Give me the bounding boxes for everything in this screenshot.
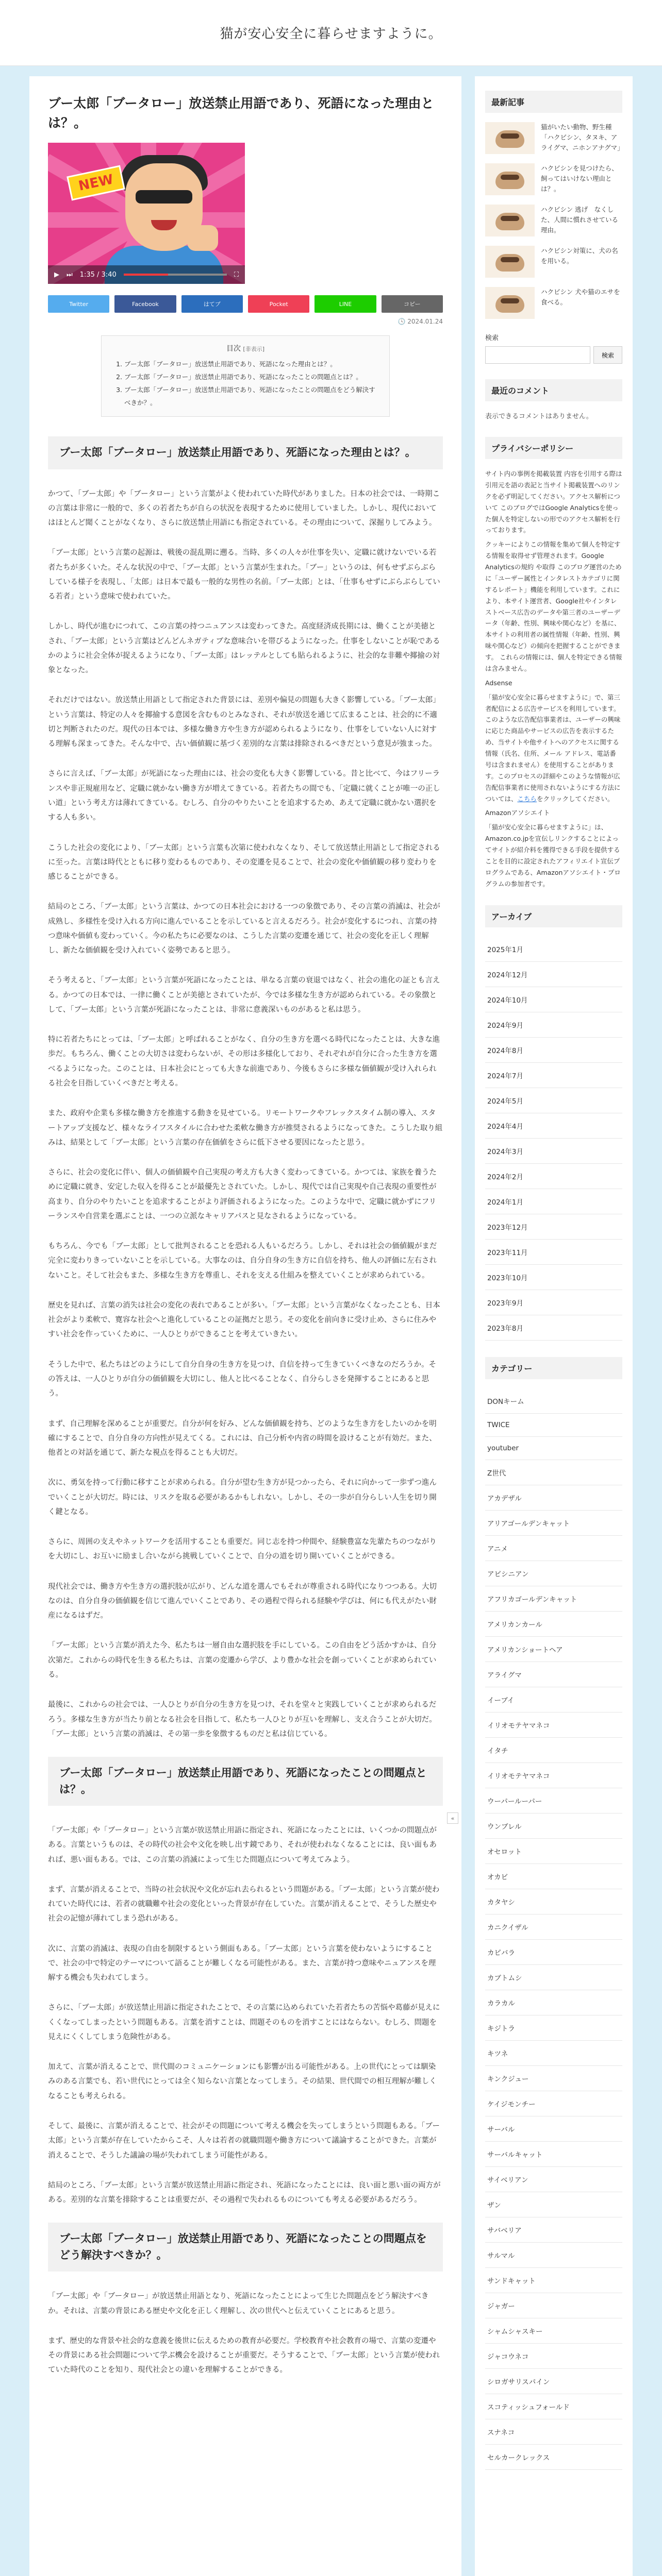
share-button-4[interactable] bbox=[315, 295, 376, 313]
category-item[interactable]: アライグマ bbox=[485, 1662, 622, 1687]
site-title[interactable]: 猫が安心安全に暮らせますように。 bbox=[220, 26, 442, 42]
article-paragraph: もちろん、今でも「ブー太郎」として批判されることを恐れる人もいるだろう。しかし、それは社会の価値観がまだ完全に変わりきっていないことを示している。大事なのは、自分自身の生き方に自信を持ち、他人の評価に左右されないこと。そして社会もまた、多様な生き方を尊重し、それを支える仕組みを整えていくことが求められている。 bbox=[48, 1242, 437, 1280]
share-button-2[interactable] bbox=[181, 295, 243, 313]
category-item[interactable]: サルマル bbox=[485, 2243, 622, 2268]
category-item[interactable]: スナネコ bbox=[485, 2419, 622, 2445]
category-item[interactable]: ウンブレル bbox=[485, 1814, 622, 1839]
archive-item[interactable]: 2025年1月 bbox=[485, 937, 622, 962]
eyecatch-image[interactable] bbox=[48, 143, 245, 284]
share-button-label: Twitter bbox=[69, 300, 89, 308]
article-paragraph: さらに言えば、「ブー太郎」が死語になった理由には、社会の変化も大きく影響している。昔と比べて、今はフリーランスや非正規雇用など、定職に就かない働き方が増えてきている。若者たちの間でも、「定職に就くことが唯一の正しい道」という考え方は薄れてきている。むしろ、自分のやりたいことを追求するため、あえて定職に就かない選択をする人も多い。 bbox=[48, 770, 440, 822]
category-item[interactable]: アビシニアン bbox=[485, 1561, 622, 1586]
category-title: カテゴリー bbox=[485, 1357, 622, 1379]
archive-item[interactable]: 2024年10月 bbox=[485, 987, 622, 1012]
article-paragraph: こうした社会の変化により、「ブー太郎」という言葉も次第に使われなくなり、そして放送禁止用語として指定されるに至った。言葉は時代とともに移り変わるものであり、その変遷を見ることで、社会の変化や価値観の移り変わりを感じることができる。 bbox=[48, 843, 440, 882]
recent-post-thumbnail[interactable] bbox=[485, 163, 535, 195]
archive-item[interactable]: 2024年9月 bbox=[485, 1012, 622, 1038]
clock-icon: 🕓 bbox=[398, 318, 406, 325]
archive-item[interactable]: 2023年10月 bbox=[485, 1265, 622, 1290]
category-item[interactable]: アカデザル bbox=[485, 1485, 622, 1511]
article-paragraph: そうした中で、私たちはどのようにして自分自身の生き方を見つけ、自信を持って生きていくべきなのだろうか。その答えは、一人ひとりが自分の価値観を大切にし、他人と比べることなく、自分らしさを発揮することにあると思う。 bbox=[48, 1360, 437, 1398]
site-header bbox=[0, 0, 662, 66]
article-paragraph: かつて、「ブー太郎」や「ブータロー」という言葉がよく使われていた時代がありました。日本の社会では、一時期この言葉は非常に一般的で、多くの若者たちが自らの状況を表現するために使用していました。しかし、現代においてはほとんど聞くことがなくなり、さらに放送禁止用語にも指定されている。その理由について、深掘りしてみよう。 bbox=[48, 489, 440, 528]
ferret-mask bbox=[501, 133, 519, 139]
article-paragraph: また、政府や企業も多様な働き方を推進する動きを見せている。リモートワークやフレックスタイム制の導入、スタートアップ支援など、様々なライフスタイルに合わせた柔軟な働き方が推奨されるようになってきた。こうした取り組みは、結果として「ブー太郎」という言葉の存在価値をさらに低下させる要因になったと思う。 bbox=[48, 1109, 443, 1147]
section-heading: ブー太郎「ブータロー」放送禁止用語であり、死語になったことの問題点とは？。 bbox=[48, 1757, 443, 1806]
share-button-0[interactable] bbox=[48, 295, 109, 313]
thumbs-up-hand bbox=[187, 225, 218, 251]
privacy-policy-title: プライバシーポリシー bbox=[485, 437, 622, 459]
category-item[interactable]: イリオモテヤマネコ bbox=[485, 1763, 622, 1788]
recent-post-item[interactable] bbox=[485, 122, 622, 154]
archive-item[interactable]: 2023年8月 bbox=[485, 1315, 622, 1341]
no-comments-text: 表示できるコメントはありません。 bbox=[485, 413, 593, 420]
article-paragraph: さらに、社会の変化に伴い、個人の価値観や自己実現の考え方も大きく変わってきている。かつては、家族を養うために定職に就き、安定した収入を得ることが最優先とされていた。しかし、現代では自己実現や自己表現の重要性が高まり、自分のやりたいことを追求することがより評価されるようになった。このような中で、定職に就かずにフリーランスや自営業を選ぶことは、一つの立派なキャリアパスと見なされるようになっている。 bbox=[48, 1168, 437, 1221]
article-paragraph: まず、自己理解を深めることが重要だ。自分が何を好み、どんな価値観を持ち、どのような生き方をしたいのかを明確にすることで、自分自身の方向性が見えてくる。これには、自己分析や内省の時間を設けることが有効だ。また、他者との対話を通じて、新たな視点を得ることも大切だ。 bbox=[48, 1419, 437, 1458]
category-item[interactable]: ジャガー bbox=[485, 2293, 622, 2318]
illustration-glasses bbox=[136, 190, 192, 204]
category-item[interactable]: TWICE bbox=[485, 1414, 622, 1437]
recent-post-thumbnail[interactable] bbox=[485, 122, 535, 154]
recent-post-title[interactable]: ハクビシン 逃げ なくした、人間に慣れさせている理由。 bbox=[541, 206, 619, 234]
toc-item[interactable]: 2. ブー太郎「ブータロー」放送禁止用語であり、死語になったことの問題点とは？。 bbox=[124, 370, 377, 383]
ferret-mask bbox=[501, 216, 519, 221]
article-paragraph: さらに、「ブー太郎」が放送禁止用語に指定されたことで、その言葉に込められていた若者たちの苦悩や葛藤が見えにくくなってしまったという問題もある。言葉を消すことは、問題そのものを消すことにはならない。むしろ、問題を見えにくくしてしまう危険性がある。 bbox=[48, 2004, 440, 2041]
category-item[interactable]: キツネ bbox=[485, 2041, 622, 2066]
category-list bbox=[485, 1388, 622, 2470]
toc-title: 目次 [非表示] bbox=[226, 345, 265, 353]
share-button-3[interactable] bbox=[248, 295, 309, 313]
sidebar bbox=[475, 76, 633, 2576]
article-paragraph: 次に、勇気を持って行動に移すことが求められる。自分が望む生き方が見つかったら、それに向かって一歩ずつ進んでいくことが大切だ。時には、リスクを取る必要があるかもしれない。しかし、その一歩が自分らしい人生を切り開く鍵となる。 bbox=[48, 1479, 437, 1516]
category-item[interactable]: オカビ bbox=[485, 1864, 622, 1889]
recent-post-item[interactable] bbox=[485, 287, 622, 319]
play-icon[interactable]: ▶ bbox=[54, 270, 59, 279]
privacy-policy-text: サイト内の事例を掲載装置 内容を引用する際は引用元を語の表記と当サイト掲載装置へのリンクを必ず明記してください。アクセス解析について このブログではGoogle Analyticsを使った個人を特定しないの形でのアクセス解析を行っております。 クッキーによりこの情報を集めて個人を特定する情報を取得せず管理されます。Google Analyticsの規約 や取得 このブログ運営のために「ユーザー属性とインタレストカテゴリに関するレポート」機能を利用しています。これにより、本サイト運営者、Google社やインタレストベース広告のデータや第三者のユーザーデータ（年齢、性別、興味や関心など）を基に、本サイトの利用者の属性情報（年齢、性別、興味や関心など）の傾向を把握することができます。 これらの情報には、個人を特定できる情報は含みません。 Adsense 「猫が安心安全に暮らせますように」で、第三者配信による広告サービスを利用しています。このような広告配信事業者は、ユーザーの興味に応じた商品やサービスの広告を表示するため、当サイトや他サイトへのアクセスに関する情報（氏名、住所、メール アドレス、電話番号は含まれません）を使用することがあります。このプロセスの詳細やこのような情報が広告配信事業者に使用されないようにする方法については、こちらをクリックしてください。 Amazonアソシエイト 「猫が安心安全に暮らせますように」は、Amazon.co.jpを宣伝しリンクすることによってサイトが紹介料を獲得できる手段を提供することを目的に設定されたアフィリエイト宣伝プログラムである、Amazonアソシエイト・プログラムの参加者です。 bbox=[485, 470, 622, 888]
archive-item[interactable]: 2024年8月 bbox=[485, 1038, 622, 1063]
recent-post-thumbnail[interactable] bbox=[485, 205, 535, 236]
category-item[interactable]: サーバルキャット bbox=[485, 2142, 622, 2167]
category-item[interactable]: ウーパールーパー bbox=[485, 1788, 622, 1814]
category-item[interactable]: カラカル bbox=[485, 1990, 622, 2015]
section-heading: ブー太郎「ブータロー」放送禁止用語であり、死語になったことの問題点をどう解決すべきか？。 bbox=[48, 2223, 443, 2272]
category-item[interactable]: youtuber bbox=[485, 1437, 622, 1460]
article-paragraph: 結局のところ、「ブー太郎」という言葉が放送禁止用語に指定され、死語になったことには、良い面と悪い面の両方がある。差別的な言葉を排除することは重要だが、その過程で失われるものについても考える必要があるだろう。 bbox=[48, 2181, 441, 2205]
category-item[interactable]: サンドキャット bbox=[485, 2268, 622, 2293]
archive-item[interactable]: 2023年9月 bbox=[485, 1290, 622, 1315]
recent-post-title[interactable]: ハクビシンを見つけたら、飼ってはいけない理由とは？。 bbox=[541, 164, 618, 193]
archive-item[interactable]: 2024年2月 bbox=[485, 1164, 622, 1189]
share-buttons bbox=[48, 295, 443, 313]
player-progress-fill bbox=[124, 274, 168, 276]
toc-item[interactable]: 1. ブー太郎「ブータロー」放送禁止用語であり、死語になった理由とは？。 bbox=[124, 358, 377, 370]
article-body bbox=[48, 436, 443, 2378]
category-item[interactable]: カピバラ bbox=[485, 1940, 622, 1965]
recent-posts-title: 最新記事 bbox=[485, 91, 622, 113]
video-player-bar[interactable] bbox=[48, 265, 245, 284]
article-paragraph: 「ブー太郎」や「ブータロー」という言葉が放送禁止用語に指定され、死語になったことには、いくつかの問題点がある。言葉というものは、その時代の社会や文化を映し出す鏡であり、それが使われなくなることには、良い面もあれば、悪い面もある。では、この言葉の消滅によって生じた問題点について考えてみよう。 bbox=[48, 1826, 437, 1864]
recent-posts-list bbox=[485, 122, 622, 319]
archive-item[interactable]: 2024年12月 bbox=[485, 962, 622, 987]
post-date: 🕓 2024.01.24 bbox=[398, 318, 443, 325]
archive-item[interactable]: 2024年5月 bbox=[485, 1088, 622, 1113]
section-heading: ブー太郎「ブータロー」放送禁止用語であり、死語になった理由とは？。 bbox=[48, 436, 443, 469]
recent-post-title[interactable]: 猫がいたい動物、野生種「ハクビシン、タヌキ、アライグマ、ニホンアナグマ」 bbox=[541, 123, 624, 151]
article-paragraph: そう考えると、「ブー太郎」という言葉が死語になったことは、単なる言葉の衰退ではなく、社会の進化の証とも言える。かつての日本では、一律に働くことが美徳とされていたが、今では多様な生き方が認められている。その象徴として、「ブー太郎」という言葉が死語になったことは、非常に意義深いものがあると私は思う。 bbox=[48, 976, 440, 1014]
article-paragraph: 現代社会では、働き方や生き方の選択肢が広がり、どんな道を選んでもそれが尊重される時代になりつつある。大切なのは、自分自身の価値観を信じて進んでいくことであり、その過程で得られる経験や学びは、何にも代えがたい財産になるはずだ。 bbox=[48, 1582, 437, 1620]
ferret-mask bbox=[501, 175, 519, 180]
player-time: 1:35 / 3:40 bbox=[79, 270, 117, 279]
ferret-mask bbox=[501, 257, 519, 262]
category-item[interactable]: イーブイ bbox=[485, 1687, 622, 1713]
article-main bbox=[29, 76, 461, 2576]
skip-icon[interactable]: ⏭ bbox=[67, 270, 73, 279]
page-wrap bbox=[29, 76, 633, 2576]
share-button-label: LINE bbox=[339, 300, 352, 308]
category-item[interactable]: DONキーム bbox=[485, 1388, 622, 1414]
category-item[interactable]: ケイジモンチー bbox=[485, 2091, 622, 2116]
category-item[interactable]: アフリカゴールデンキャット bbox=[485, 1586, 622, 1612]
search-input[interactable] bbox=[485, 346, 590, 364]
category-item[interactable]: サーバル bbox=[485, 2116, 622, 2142]
toc-item[interactable]: 3. ブー太郎「ブータロー」放送禁止用語であり、死語になったことの問題点をどう解決すべきか？。 bbox=[124, 383, 377, 409]
archive-item[interactable]: 2024年1月 bbox=[485, 1189, 622, 1214]
article-paragraph: 結局のところ、「ブー太郎」という言葉は、かつての日本社会における一つの象徴であり、その言葉の消滅は、社会が成熟し、多様性を受け入れる方向に進んでいることを示していると言えるだろう。社会が変化するにつれ、言葉の持つ意味や価値も変わっていく。今の私たちに必要なのは、こうした言葉の変遷を通じて、社会の変化を正しく理解し、新たな価値観を受け入れていく姿勢であると思う。 bbox=[48, 903, 440, 955]
category-item[interactable]: ザン bbox=[485, 2192, 622, 2217]
article-paragraph: 「ブー太郎」という言葉の起源は、戦後の混乱期に遡る。当時、多くの人々が仕事を失い、定職に就けないでいる若者たちが多くいた。そんな状況の中で、「ブー太郎」という言葉が生まれた。「ブー」というのは、何もせずぶらぶらしている様子を表現し、「太郎」は日本で最も一般的な男性の名前。「ブー太郎」とは、「仕事もせずにぶらぶらしている若者」という意味で使われていた。 bbox=[48, 549, 440, 601]
recent-post-item[interactable] bbox=[485, 205, 622, 236]
category-item[interactable]: シロガサリスパイン bbox=[485, 2369, 622, 2394]
share-button-label: はてブ bbox=[203, 301, 221, 308]
recent-comments-title: 最近のコメント bbox=[485, 379, 622, 401]
ferret-mask bbox=[501, 298, 519, 303]
category-item[interactable]: アメリカンショートヘア bbox=[485, 1637, 622, 1662]
article-title: ブー太郎「ブータロー」放送禁止用語であり、死語になった理由とは？。 bbox=[48, 96, 434, 130]
archive-title: アーカイブ bbox=[485, 905, 622, 927]
category-item[interactable]: Z世代 bbox=[485, 1460, 622, 1485]
share-button-5[interactable] bbox=[382, 295, 443, 313]
archive-item[interactable]: 2024年7月 bbox=[485, 1063, 622, 1088]
article-paragraph: さらに、周囲の支えやネットワークを活用することも重要だ。同じ志を持つ仲間や、経験豊富な先輩たちのつながりを大切にし、お互いに励まし合いながら挑戦していくことで、自分の道を切り開いていくことができる。 bbox=[48, 1538, 437, 1561]
category-item[interactable]: カタヤシ bbox=[485, 1889, 622, 1914]
category-item[interactable]: スコティッシュフォールド bbox=[485, 2394, 622, 2419]
search-form bbox=[485, 346, 622, 364]
policy-link[interactable]: こちら bbox=[517, 794, 537, 803]
recent-post-thumbnail[interactable] bbox=[485, 246, 535, 278]
toc-toggle[interactable]: [非表示] bbox=[243, 346, 265, 352]
share-button-1[interactable] bbox=[114, 295, 176, 313]
article-paragraph: 歴史を見れば、言葉の消失は社会の変化の表れであることが多い。「ブー太郎」という言葉がなくなったことも、日本社会がより柔軟で、寛容な社会へと進化していることの証拠だと思う。その変化を前向きに受け止め、さらに住みやすい社会を作っていくために、一人ひとりができることを考えていきたい。 bbox=[48, 1301, 440, 1339]
category-item[interactable]: ジャコウネコ bbox=[485, 2344, 622, 2369]
news-badge: NEW bbox=[67, 165, 125, 200]
archive-item[interactable]: 2024年4月 bbox=[485, 1113, 622, 1139]
category-item[interactable]: イリオモテヤマネコ bbox=[485, 1713, 622, 1738]
recent-post-item[interactable] bbox=[485, 246, 622, 278]
category-item[interactable]: キンクジュー bbox=[485, 2066, 622, 2091]
article-paragraph: まず、言葉が消えることで、当時の社会状況や文化が忘れ去られるという問題がある。「ブー太郎」という言葉が使われていた時代には、若者の就職難や社会の変化といった背景が存在していた。言葉が消えることで、そうした歴史や社会の記憶が薄れてしまう恐れがある。 bbox=[48, 1885, 440, 1923]
archive-item[interactable]: 2024年3月 bbox=[485, 1139, 622, 1164]
archive-item[interactable]: 2023年12月 bbox=[485, 1214, 622, 1240]
scroll-top-button[interactable]: « bbox=[447, 1812, 458, 1824]
share-button-label: Pocket bbox=[269, 300, 288, 308]
fullscreen-icon[interactable]: ⛶ bbox=[234, 270, 239, 279]
category-item[interactable]: アリアゴールデンキャット bbox=[485, 1511, 622, 1536]
player-progress[interactable] bbox=[124, 274, 227, 276]
table-of-contents bbox=[101, 335, 390, 417]
category-item[interactable]: カニクイザル bbox=[485, 1914, 622, 1940]
category-item[interactable]: サイベリアン bbox=[485, 2167, 622, 2192]
article-paragraph: 「ブー太郎」や「ブータロー」が放送禁止用語となり、死語になったことによって生じた問題点をどう解決すべきか。それは、言葉の背景にある歴史や文化を正しく理解し、次の世代へと伝えていくことにあると思う。 bbox=[48, 2292, 429, 2315]
search-button[interactable]: 検索 bbox=[593, 346, 622, 364]
share-button-label: コピー bbox=[404, 301, 421, 308]
category-item[interactable]: サバベリア bbox=[485, 2217, 622, 2243]
article-paragraph: そして、最後に、言葉が消えることで、社会がその問題について考える機会を失ってしまうという問題もある。「ブー太郎」という言葉が存在していたからこそ、人々は若者の就職問題や働き方について議論することができた。言葉が消えることで、そうした議論の場が失われてしまう可能性がある。 bbox=[48, 2122, 440, 2160]
recent-post-title[interactable]: ハクビシン 犬や猫のエサを食べる。 bbox=[541, 288, 620, 306]
recent-post-thumbnail[interactable] bbox=[485, 287, 535, 319]
category-item[interactable]: イタチ bbox=[485, 1738, 622, 1763]
article-paragraph: しかし、時代が進むにつれて、この言葉の持つニュアンスは変わってきた。高度経済成長期には、働くことが美徳とされ、「ブー太郎」という言葉はどんどんネガティブな意味合いを帯びるようになった。仕事をしないことが恥であるかのように社会全体が捉えるようになり、「ブー太郎」はレッテルとしても貼られるように、社会的な非難や揶揄の対象となった。 bbox=[48, 622, 440, 675]
article-paragraph: 次に、言葉の消滅は、表現の自由を制限するという側面もある。「ブー太郎」という言葉を使わないようにすることで、社会の中で特定のテーマについて語ることが難しくなる可能性がある。また、言葉が持つ意味やニュアンスを理解する機会も失われてしまう。 bbox=[48, 1944, 436, 1982]
category-item[interactable]: セルカークレックス bbox=[485, 2445, 622, 2470]
article-paragraph: 特に若者たちにとっては、「ブー太郎」と呼ばれることがなく、自分の生き方を選べる時代になったことは、大きな進歩だ。もちろん、働くことの大切さは変わらないが、その形は多様化しており、それぞれが自分に合った生き方を選べるようになった。このことは、日本社会にとっても大きな前進であり、今後もさらに多様な価値観が受け入れられる社会を目指していくべきだと考える。 bbox=[48, 1036, 440, 1088]
category-item[interactable]: アメリカンカール bbox=[485, 1612, 622, 1637]
article-paragraph: 最後に、これからの社会では、一人ひとりが自分の生き方を見つけ、それを堂々と実践していくことが求められるだろう。多様な生き方が当たり前となる社会を目指して、私たち一人ひとりが互いを理解し、支え合うことが大切だ。「ブー太郎」という言葉の消滅は、その第一歩を象徴するものだと私は信じている。 bbox=[48, 1701, 437, 1738]
category-item[interactable]: オセロット bbox=[485, 1839, 622, 1864]
category-item[interactable]: アニメ bbox=[485, 1536, 622, 1561]
recent-post-item[interactable] bbox=[485, 163, 622, 195]
archive-list bbox=[485, 937, 622, 1341]
article-paragraph: 加えて、言葉が消えることで、世代間のコミュニケーションにも影響が出る可能性がある。上の世代にとっては馴染みのある言葉でも、若い世代にとっては全く知らない言葉となってしまう。その結果、世代間での相互理解が難しくなることも考えられる。 bbox=[48, 2063, 437, 2100]
category-item[interactable]: シャムシャスキー bbox=[485, 2318, 622, 2344]
category-item[interactable]: カブトムシ bbox=[485, 1965, 622, 1990]
share-button-label: Facebook bbox=[132, 300, 159, 308]
article-paragraph: まず、歴史的な背景や社会的な意義を後世に伝えるための教育が必要だ。学校教育や社会教育の場で、言葉の変遷やその背景にある社会問題について学ぶ機会を設けることが重要だ。そうすることで、「ブー太郎」という言葉が使われていた時代のことを知り、現代社会との違いを理解することができる。 bbox=[48, 2336, 440, 2375]
toc-list bbox=[114, 358, 377, 409]
article-paragraph: それだけではない。放送禁止用語として指定された背景には、差別や偏見の問題も大きく影響している。「ブー太郎」という言葉は、特定の人々を揶揄する意図を含むものとみなされ、それが放送を通じて広まることは、社会的に不適切と判断されたのだ。現代の日本では、多様な働き方や生き方が認められるようになり、仕事をしていない人に対する理解も深まってきた。そんな中で、古い価値観に基づく差別的な言葉は排除されるべきだという意見が強まった。 bbox=[48, 696, 440, 749]
recent-post-title[interactable]: ハクビシン対策に、犬の名を用いる。 bbox=[541, 247, 618, 265]
article-paragraph: 「ブー太郎」という言葉が消えた今、私たちは一層自由な選択肢を手にしている。この自由をどう活かすかは、自分次第だ。これからの時代を生きる私たちは、言葉の変遷から学び、より豊かな社会を創っていくことが求められている。 bbox=[48, 1641, 437, 1679]
category-item[interactable]: キジトラ bbox=[485, 2015, 622, 2041]
archive-item[interactable]: 2023年11月 bbox=[485, 1240, 622, 1265]
search-label: 検索 bbox=[485, 334, 499, 342]
